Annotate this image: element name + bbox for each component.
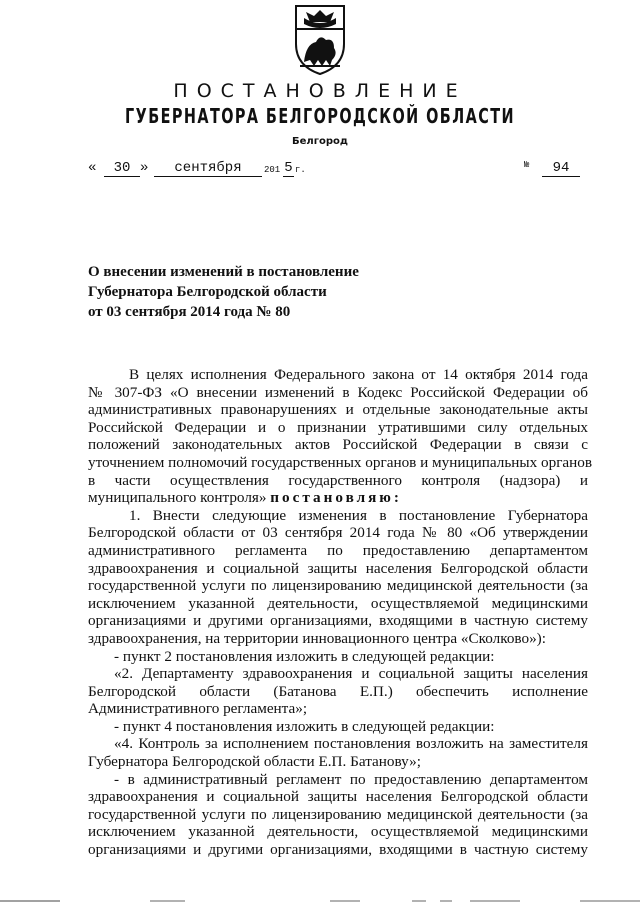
document-type-title: ПОСТАНОВЛЕНИЕ: [173, 80, 467, 102]
body-line: здравоохранения и социальной защиты населения Белгородской области: [88, 788, 588, 806]
body-line: Губернатора Белгородской области Е.П. Батанову»;: [88, 753, 421, 771]
body-line: Белгородской области (Батанова Е.П.) обеспечить исполнение: [88, 682, 588, 700]
body-line: Административного регламента»;: [88, 700, 308, 718]
issuer-title: ГУБЕРНАТОРА БЕЛГОРОДСКОЙ ОБЛАСТИ: [125, 104, 515, 128]
body-line: государственной услуги по лицензированию медицинской деятельности (за: [88, 805, 588, 823]
document-number: 94: [542, 160, 580, 177]
body-line: исключением указанной деятельности, осуществляемой медицинскими: [88, 823, 588, 841]
body-line: Белгородской области от 03 сентября 2014 года № 80 «Об утверждении: [88, 524, 588, 542]
coat-of-arms-emblem: [294, 4, 346, 76]
date-day: 30: [104, 160, 140, 177]
date-month: сентября: [154, 160, 262, 177]
body-line: Российской Федерации и о признании утратившими силу отдельных: [88, 418, 588, 436]
body-line: [88, 489, 588, 507]
body-line: в части осуществления государственного контроля (надзора) и: [88, 471, 588, 489]
body-line: положений законодательных актов Российской Федерации в связи с: [88, 436, 588, 454]
heading-line: О внесении изменений в постановление: [88, 264, 359, 280]
city-name: Белгород: [292, 136, 348, 147]
date-year-digit: 5: [284, 160, 293, 176]
body-line: исключением указанной деятельности, осуществляемой медицинскими: [88, 594, 588, 612]
date-open-quote: «: [88, 160, 97, 176]
body-line: В целях исполнения Федерального закона от 14 октября 2014 года: [129, 366, 588, 383]
body-line: административных правонарушениях и отдельные законодательные акты: [88, 401, 588, 419]
scan-edge-marks: [0, 896, 640, 905]
body-line: здравоохранения, на территории инновационного центра «Сколково»):: [88, 629, 546, 647]
body-line: № 307-ФЗ «О внесении изменений в Кодекс Российской Федерации об: [88, 383, 588, 401]
body-line: здравоохранения и социальной защиты населения Белгородской области: [88, 559, 588, 577]
date-year-prefix: 201: [264, 165, 281, 175]
body-line: организациями и другими организациями, входящими в частную систему: [88, 841, 588, 859]
date-year-suffix: г.: [295, 165, 306, 175]
body-line: уточнением полномочий государственных органов и муниципальных органов: [88, 453, 593, 471]
body-line: «2. Департаменту здравоохранения и социальной защиты населения: [114, 665, 588, 683]
body-text: муниципального контроля»: [88, 489, 267, 507]
document-heading: [88, 262, 359, 322]
body-line: 1. Внести следующие изменения в постановление Губернатора: [129, 506, 588, 524]
number-prefix: №: [524, 160, 530, 170]
body-line: административного регламента по предоставлению департаментом: [88, 541, 588, 559]
body-line: «4. Контроль за исполнением постановления возложить на заместителя: [114, 735, 588, 753]
document-body: [88, 366, 593, 859]
body-line: - пункт 4 постановления изложить в следующей редакции:: [114, 717, 495, 735]
heading-line: Губернатора Белгородской области: [88, 284, 327, 300]
heading-line: от 03 сентября 2014 года № 80: [88, 304, 291, 320]
resolution-word: постановляю:: [270, 489, 402, 507]
body-line: - в административный регламент по предоставлению департаментом: [114, 770, 588, 788]
date-number-line: [88, 160, 608, 182]
body-line: государственной услуги по лицензированию медицинской деятельности (за: [88, 577, 588, 595]
date-close-quote: »: [140, 160, 149, 176]
body-line: - пункт 2 постановления изложить в следующей редакции:: [114, 647, 495, 665]
body-line: организациями и другими организациями, входящими в частную систему: [88, 612, 588, 630]
